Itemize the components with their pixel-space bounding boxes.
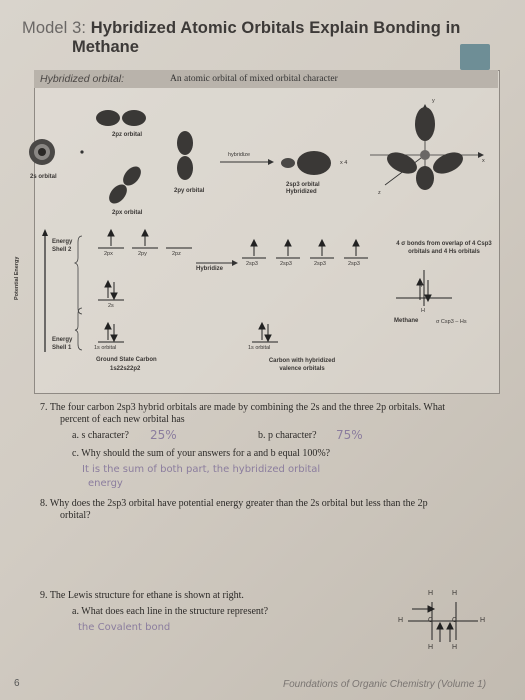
electron-config-label: 1s22s22p2	[110, 366, 141, 372]
axis-z-label: z	[378, 190, 381, 196]
methane-h-bottom: H	[421, 308, 425, 314]
sp3-electrons	[251, 240, 359, 256]
hybridize-arrow	[220, 159, 274, 165]
energy-shell2-label: Energy Shell 2	[52, 239, 73, 253]
hybrid-1s-level	[252, 323, 278, 342]
s1-right-label: 1s orbital	[248, 345, 271, 351]
energy-axis	[42, 229, 48, 352]
ethane-h-1: H	[428, 590, 434, 597]
px-orbital-label: 2px orbital	[112, 210, 143, 216]
hybridize-label: hybridize	[228, 152, 251, 158]
ethane-h-6: H	[452, 644, 458, 651]
page-number: 6	[14, 678, 20, 689]
answer-7c-line2[interactable]: energy	[88, 478, 123, 489]
s2-label: 2s	[108, 303, 114, 309]
question-7c: c. Why should the sum of your answers for a and b equal 100%?	[72, 448, 331, 459]
ethane-h-5: H	[428, 644, 434, 651]
axis-y-label: y	[432, 98, 435, 104]
sp3-label-4: 2sp3	[348, 261, 360, 267]
book-title-footer: Foundations of Organic Chemistry (Volume 1)	[283, 679, 487, 690]
methane-label: Methane	[394, 318, 419, 324]
ground-state-label: Ground State Carbon	[96, 357, 157, 363]
answer-7a[interactable]: 25%	[150, 428, 177, 442]
sp3-orbital-label: 2sp3 orbital	[286, 182, 320, 188]
2py-orbital-shape	[177, 131, 193, 180]
question-8: 8. Why does the 2sp3 orbital have potential energy greater than the 2s orbital but less than the 2p	[40, 498, 428, 509]
question-7a: a. s character?	[72, 430, 129, 441]
question-9a: a. What does each line in the structure represent?	[72, 606, 269, 617]
nucleus-dot	[80, 150, 83, 153]
model-title-line2: Methane	[72, 38, 139, 56]
ground-2p-electrons	[108, 230, 148, 246]
ethane-h-4: H	[480, 617, 486, 624]
p-label-2: 2py	[138, 251, 147, 257]
methane-h-top: H	[421, 283, 425, 289]
times-four-label: x 4	[340, 160, 348, 166]
answer-7b[interactable]: 75%	[336, 428, 363, 442]
question-7b: b. p character?	[258, 430, 317, 441]
question-9: 9. The Lewis structure for ethane is shown at right.	[40, 590, 244, 601]
question-8-continued: orbital?	[60, 510, 91, 521]
p-label-1: 2px	[104, 251, 113, 257]
carbon-hybrid-label: Carbon with hybridized valence orbitals	[268, 358, 336, 372]
s-orbital-label: 2s orbital	[30, 174, 57, 180]
sp3-label-1: 2sp3	[246, 261, 258, 267]
ethane-c-1: C	[428, 617, 434, 624]
py-orbital-label: 2py orbital	[174, 188, 205, 194]
ethane-h-2: H	[452, 590, 458, 597]
methane-bond-note: σ Csp3 – Hs	[436, 319, 467, 325]
axis-x-label: x	[482, 158, 485, 164]
hybridized-orbital-label: Hybridized orbital:	[40, 73, 125, 85]
ethane-structure	[408, 602, 478, 642]
pz-orbital-label: 2pz orbital	[112, 132, 143, 138]
sp3-orbital-shape	[281, 151, 331, 175]
sigma-bonds-note: 4 σ bonds from overlap of 4 Csp3 orbitals and 4 Hs orbitals	[396, 241, 492, 255]
tetrahedral-orbitals	[370, 104, 484, 190]
2pz-orbital-shape	[96, 110, 146, 126]
s1-left-label: 1s orbital	[94, 345, 117, 351]
ground-1s-level	[98, 323, 124, 342]
p-label-3: 2pz	[172, 251, 181, 257]
sp3-label-3: 2sp3	[314, 261, 326, 267]
2s-orbital-shape	[29, 139, 55, 165]
energy-shell1-label: Energy Shell 1	[52, 337, 73, 351]
question-7: 7. The four carbon 2sp3 hybrid orbitals are made by combining the 2s and the three 2p orbitals. What	[40, 402, 446, 413]
sp3-label-2: 2sp3	[280, 261, 292, 267]
hybridized-label: Hybridized	[286, 189, 317, 195]
question-7-continued: percent of each new orbital has	[60, 414, 185, 425]
model-title-text: Hybridized Atomic Orbitals Explain Bonding in	[90, 19, 461, 37]
energy-hybridize-label: Hybridize	[196, 266, 224, 272]
2px-orbital-shape	[106, 163, 145, 207]
model-number: Model 3:	[22, 19, 91, 37]
answer-9a[interactable]: the Covalent bond	[78, 622, 171, 633]
answer-7c-line1[interactable]: It is the sum of both part, the hybridized orbital	[82, 464, 321, 475]
ethane-c-2: C	[452, 617, 458, 624]
hybridized-orbital-definition: An atomic orbital of mixed orbital character	[170, 74, 338, 84]
ethane-h-3: H	[398, 617, 404, 624]
potential-energy-axis-label: Potential Energy	[14, 256, 20, 300]
ground-2s-level	[98, 281, 124, 300]
